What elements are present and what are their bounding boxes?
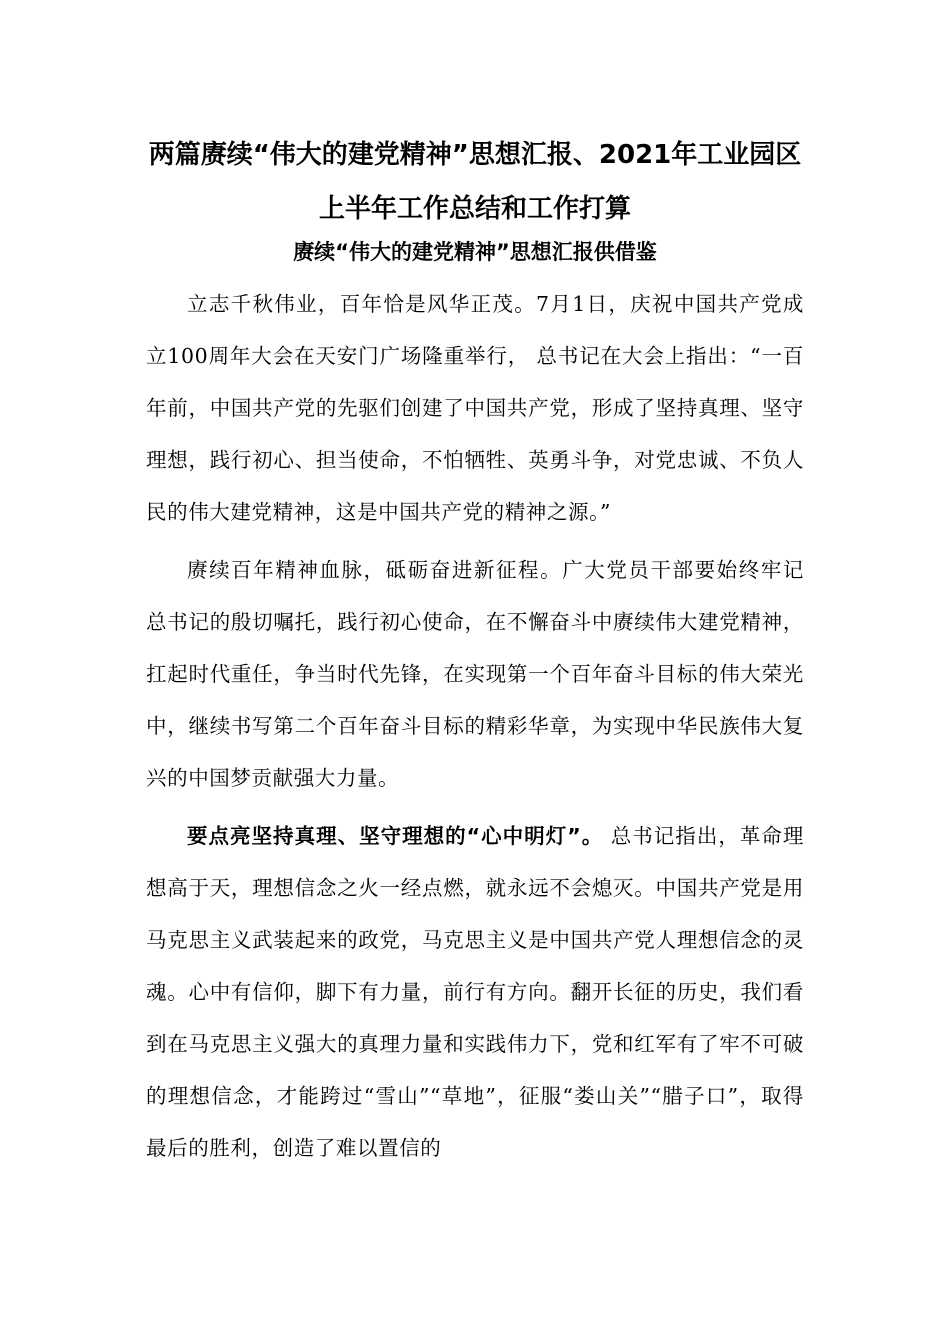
document-title: [146, 128, 804, 236]
document-title-line-1: 两篇赓续“伟大的建党精神”思想汇报、2021年工业园区: [148, 140, 802, 170]
body-paragraph-2: 赓续百年精神血脉，砥砺奋进新征程。广大党员干部要始终牢记 总书记的殷切嘱托，践行初心使命，在不懈奋斗中赓续伟大建党精神，扛起时代重任，争当时代先锋，在实现第一个百年奋斗目标的伟大荣光中，继续书写第二个百年奋斗目标的精彩华章，为实现中华民族伟大复兴的中国梦贡献强大力量。: [146, 558, 804, 790]
body-paragraph-1: 立志千秋伟业，百年恰是风华正茂。7月1日，庆祝中国共产党成立100周年大会在天安门广场隆重举行， 总书记在大会上指出：“一百年前，中国共产党的先驱们创建了中国共产党，形成了坚持真理、坚守理想，践行初心、担当使命，不怕牺牲、英勇斗争，对党忠诚、不负人民的伟大建党精神，这是中国共产党的精神之源。”: [146, 292, 804, 524]
document-title-line-2: 上半年工作总结和工作打算: [318, 194, 631, 224]
body-paragraph-3: [146, 810, 804, 1174]
document-subtitle: 赓续“伟大的建党精神”思想汇报供借鉴: [293, 240, 657, 264]
paragraph-lead-heading: 要点亮坚持真理、坚守理想的“心中明灯”。: [187, 824, 604, 848]
paragraph-body-text: 总书记指出，革命理想高于天，理想信念之火一经点燃，就永远不会熄灭。中国共产党是用马克思主义武装起来的政党，马克思主义是中国共产党人理想信念的灵魂。心中有信仰，脚下有力量，前行有方向。翻开长征的历史，我们看到在马克思主义强大的真理力量和实践伟力下，党和红军有了牢不可破的理想信念，才能跨过“雪山”“草地”，征服“娄山关”“腊子口”，取得最后的胜利，创造了难以置信的: [146, 824, 804, 1160]
